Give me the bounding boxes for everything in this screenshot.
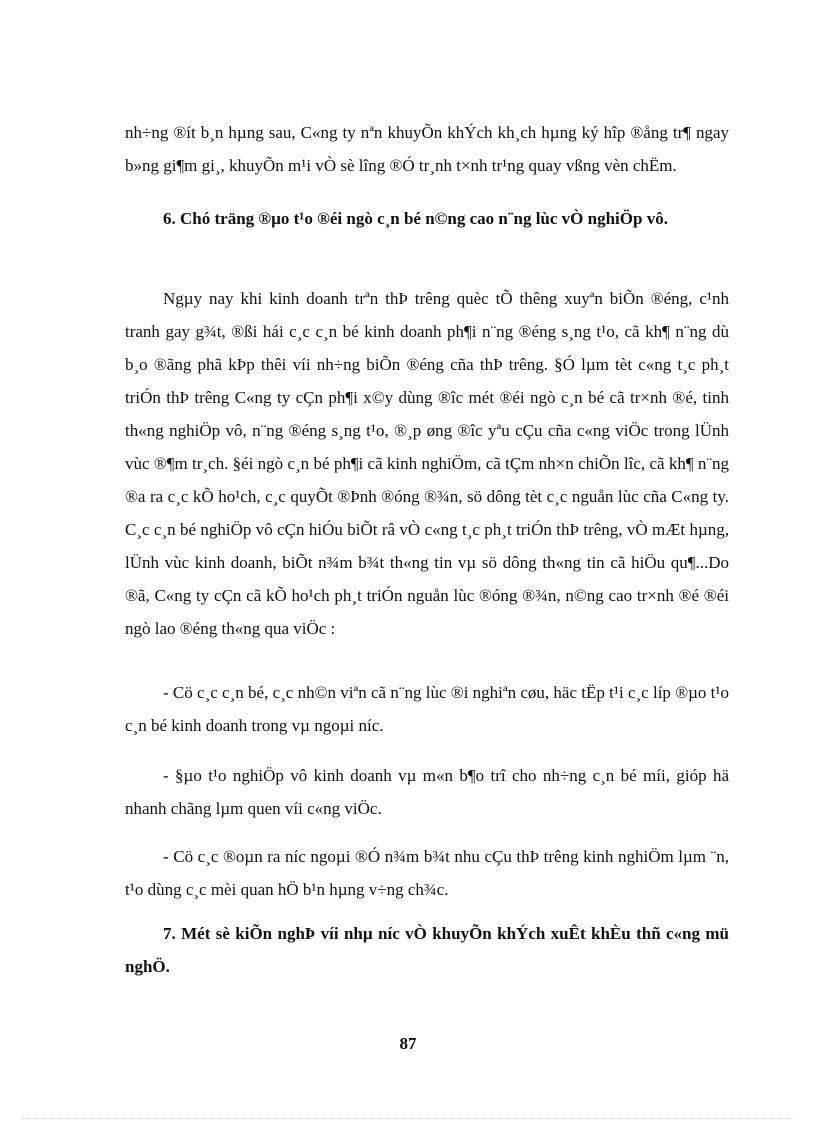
section-heading-6: 6. Chó träng ®µo t¹o ®éi ngò c¸n bé n©ng cao n¨ng lùc vÒ nghiÖp vô. xyxy=(163,209,668,228)
intro-paragraph: nh÷ng ®ít b¸n hµng sau, C«ng ty nªn khuyÕn khÝch kh¸ch hµng ký hîp ®ång tr¶ ngay b»ng gi¶m gi¸, khuyÕn m¹i vÒ sè lîng ®Ó tr¸nh t×nh tr¹ng quay vßng vèn chËm. xyxy=(125,123,729,175)
bullet-item: - §µo t¹o nghiÖp vô kinh doanh vµ m«n b¶o trî cho nh÷ng c¸n bé míi, gióp hä nhanh chãng lµm quen víi c«ng viÖc. xyxy=(125,766,729,818)
page-number: 87 xyxy=(399,1034,417,1053)
section-heading-7: 7. Mét sè kiÕn nghÞ víi nhµ níc vÒ khuyÕn khÝch xuÊt khÈu thñ c«ng mü nghÖ. xyxy=(125,924,729,976)
main-paragraph: Ngµy nay khi kinh doanh trªn thÞ trêng quèc tÕ thêng xuyªn biÕn ®éng, c¹nh tranh gay g¾t, ®ßi hái c¸c c¸n bé kinh doanh ph¶i n¨ng ®éng s¸ng t¹o, cã kh¶ n¨ng dù b¸o ®ãng phã kÞp thêi víi nh÷ng biÕn ®éng cña thÞ trêng. §Ó lµm tèt c«ng t¸c ph¸t triÓn thÞ trêng C«ng ty cÇn ph¶i x©y dùng ®îc mét ®éi ngò c¸n bé cã tr×nh ®é, tinh th«ng nghiÖp vô, n¨ng ®éng s¸ng t¹o, ®¸p øng ®îc yªu cÇu cña c«ng viÖc trong lÜnh vùc ®¶m tr¸ch. §éi ngò c¸n bé ph¶i cã kinh nghiÖm, cã tÇm nh×n chiÕn lîc, cã kh¶ n¨ng ®a ra c¸c kÕ ho¹ch, c¸c quyÕt ®Þnh ®óng ®¾n, sö dông tèt c¸c nguån lùc cña C«ng ty. C¸c c¸n bé nghiÖp vô cÇn hiÓu biÕt râ vÒ c«ng t¸c ph¸t triÓn thÞ trêng, vÒ mÆt hµng, lÜnh vùc kinh doanh, biÕt n¾m b¾t th«ng tin vµ sö dông th«ng tin cã hiÖu qu¶...Do ®ã, C«ng ty cÇn cã kÕ ho¹ch ph¸t triÓn nguån lùc ®óng ®¾n, n©ng cao tr×nh ®é ®éi ngò lao ®éng th«ng qua viÖc : xyxy=(125,289,729,638)
bullet-item: - Cö c¸c c¸n bé, c¸c nh©n viªn cã n¨ng lùc ®i nghiªn cøu, häc tËp t¹i c¸c líp ®µo t¹o c¸n bé kinh doanh trong vµ ngoµi níc. xyxy=(125,683,729,735)
page-bottom-divider xyxy=(22,1118,794,1119)
bullet-item: - Cö c¸c ®oµn ra níc ngoµi ®Ó n¾m b¾t nhu cÇu thÞ trêng kinh nghiÖm lµm ¨n, t¹o dùng c¸c mèi quan hÖ b¹n hµng v÷ng ch¾c. xyxy=(125,847,729,899)
